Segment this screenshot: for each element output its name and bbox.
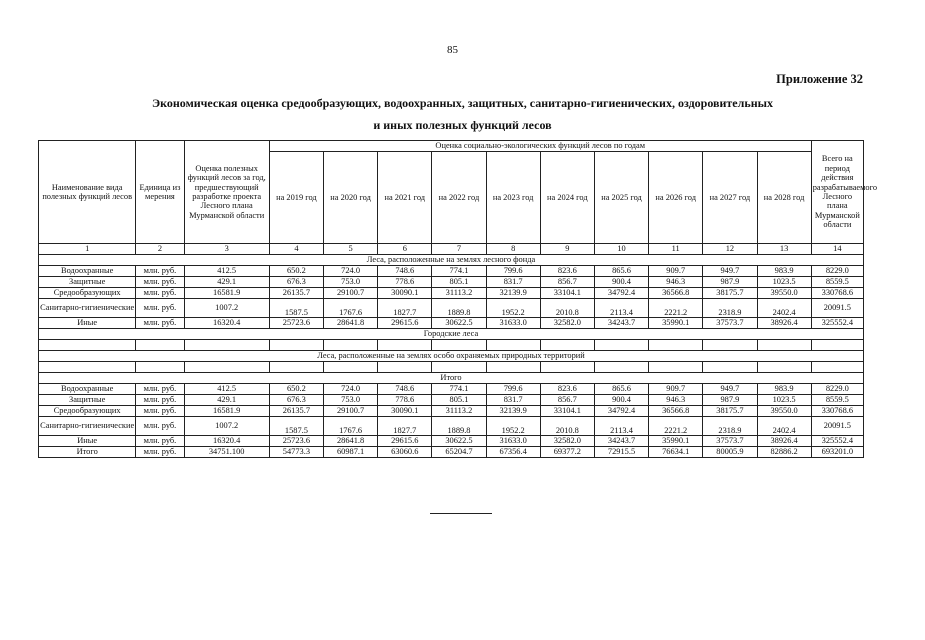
value-cell: 831.7 [486,277,540,288]
row-name: Водоохранные [39,384,136,395]
value-cell: 676.3 [269,277,323,288]
value-cell: 35990.1 [649,318,703,329]
row-unit: млн. руб. [136,266,184,277]
value-cell: 2113.4 [594,417,648,436]
value-cell: 330768.6 [811,288,863,299]
row-unit: млн. руб. [136,277,184,288]
value-cell: 900.4 [594,395,648,406]
row-name: Средообразующих [39,406,136,417]
empty-cell [594,340,648,351]
value-cell: 676.3 [269,395,323,406]
value-cell: 1952.2 [486,417,540,436]
header-year: на 2024 год [540,152,594,244]
value-cell: 38926.4 [757,436,811,447]
value-cell: 60987.1 [324,447,378,458]
column-number: 9 [540,244,594,255]
column-number: 11 [649,244,703,255]
value-cell: 30622.5 [432,318,486,329]
document-title-line-1: Экономическая оценка средообразующих, водоохранных, защитных, санитарно-гигиенических, оздоровительных [151,96,773,110]
value-cell: 37573.7 [703,318,757,329]
header-year: на 2020 год [324,152,378,244]
value-cell: 330768.6 [811,406,863,417]
empty-cell [649,362,703,373]
header-year: на 2027 год [703,152,757,244]
value-cell: 1952.2 [486,299,540,318]
empty-cell [378,362,432,373]
value-cell: 909.7 [649,266,703,277]
value-cell: 38175.7 [703,406,757,417]
row-name: Итого [39,447,136,458]
column-number: 12 [703,244,757,255]
value-cell: 36566.8 [649,406,703,417]
value-cell: 2113.4 [594,299,648,318]
column-number: 3 [184,244,269,255]
empty-cell [757,362,811,373]
row-name: Водоохранные [39,266,136,277]
column-number: 2 [136,244,184,255]
value-cell: 987.9 [703,277,757,288]
value-cell: 987.9 [703,395,757,406]
column-number: 7 [432,244,486,255]
section-title: Леса, расположенные на землях лесного фонда [39,255,864,266]
value-cell: 909.7 [649,384,703,395]
value-cell: 54773.3 [269,447,323,458]
column-number: 4 [269,244,323,255]
value-cell: 28641.8 [324,318,378,329]
column-numbers-row [39,244,864,255]
value-cell: 16581.9 [184,406,269,417]
value-cell: 26135.7 [269,406,323,417]
value-cell: 2318.9 [703,299,757,318]
section-header-row [39,351,864,362]
table-row [39,395,864,406]
value-cell: 39550.0 [757,288,811,299]
section-header-row [39,255,864,266]
value-cell: 34243.7 [594,318,648,329]
header-plan-estimate: Оценка полезных функций лесов за год, предшествующий разработке проекта Лесного плана Мурманской области [184,141,269,244]
row-unit: млн. руб. [136,299,184,318]
value-cell: 650.2 [269,266,323,277]
value-cell: 412.5 [184,266,269,277]
empty-cell [269,340,323,351]
table-row [39,299,864,318]
value-cell: 29615.6 [378,436,432,447]
value-cell: 2221.2 [649,299,703,318]
column-number: 14 [811,244,863,255]
value-cell: 753.0 [324,395,378,406]
value-cell: 946.3 [649,395,703,406]
value-cell: 38175.7 [703,288,757,299]
value-cell: 34243.7 [594,436,648,447]
empty-cell [486,340,540,351]
value-cell: 34792.4 [594,288,648,299]
value-cell: 774.1 [432,266,486,277]
value-cell: 724.0 [324,266,378,277]
document-title-line-2: и иных полезных функций лесов [373,118,552,132]
header-name: Наименование вида полезных функций лесов [39,141,136,244]
value-cell: 1587.5 [269,299,323,318]
empty-cell [540,362,594,373]
value-cell: 949.7 [703,266,757,277]
header-year: на 2026 год [649,152,703,244]
value-cell: 2010.8 [540,417,594,436]
row-name: Санитарно-гигиенические [39,417,136,436]
value-cell: 37573.7 [703,436,757,447]
value-cell: 774.1 [432,384,486,395]
table-row [39,436,864,447]
row-unit: млн. руб. [136,417,184,436]
row-unit: млн. руб. [136,318,184,329]
empty-cell [136,362,184,373]
value-cell: 31633.0 [486,318,540,329]
value-cell: 865.6 [594,266,648,277]
header-year: на 2022 год [432,152,486,244]
header-year: на 2025 год [594,152,648,244]
value-cell: 32139.9 [486,406,540,417]
value-cell: 39550.0 [757,406,811,417]
row-name: Иные [39,436,136,447]
row-unit: млн. руб. [136,384,184,395]
value-cell: 429.1 [184,277,269,288]
empty-row [39,340,864,351]
empty-cell [757,340,811,351]
value-cell: 1023.5 [757,277,811,288]
empty-cell [540,340,594,351]
value-cell: 1767.6 [324,417,378,436]
table-row [39,406,864,417]
value-cell: 823.6 [540,266,594,277]
value-cell: 20091.5 [811,299,863,318]
column-number: 6 [378,244,432,255]
empty-cell [649,340,703,351]
value-cell: 650.2 [269,384,323,395]
header-year: на 2021 год [378,152,432,244]
value-cell: 412.5 [184,384,269,395]
column-number: 10 [594,244,648,255]
header-unit: Единица измерения [136,141,184,244]
value-cell: 900.4 [594,277,648,288]
empty-cell [703,340,757,351]
value-cell: 33104.1 [540,406,594,417]
row-name: Защитные [39,395,136,406]
value-cell: 26135.7 [269,288,323,299]
value-cell: 30622.5 [432,436,486,447]
value-cell: 778.6 [378,395,432,406]
value-cell: 32582.0 [540,318,594,329]
header-year: на 2023 год [486,152,540,244]
table-row [39,277,864,288]
empty-cell [703,362,757,373]
value-cell: 29615.6 [378,318,432,329]
value-cell: 831.7 [486,395,540,406]
value-cell: 778.6 [378,277,432,288]
table-row [39,266,864,277]
empty-cell [269,362,323,373]
section-header-row [39,329,864,340]
value-cell: 16320.4 [184,436,269,447]
value-cell: 34792.4 [594,406,648,417]
value-cell: 34751.100 [184,447,269,458]
empty-cell [432,340,486,351]
value-cell: 2402.4 [757,299,811,318]
value-cell: 82886.2 [757,447,811,458]
empty-cell [324,340,378,351]
value-cell: 65204.7 [432,447,486,458]
row-unit: млн. руб. [136,436,184,447]
value-cell: 35990.1 [649,436,703,447]
empty-cell [432,362,486,373]
value-cell: 38926.4 [757,318,811,329]
row-name: Иные [39,318,136,329]
value-cell: 29100.7 [324,288,378,299]
value-cell: 33104.1 [540,288,594,299]
empty-cell [136,340,184,351]
empty-row [39,362,864,373]
value-cell: 8559.5 [811,395,863,406]
value-cell: 8229.0 [811,266,863,277]
page-number: 85 [447,44,458,56]
column-number: 8 [486,244,540,255]
row-unit: млн. руб. [136,288,184,299]
section-title: Леса, расположенные на землях особо охраняемых природных территорий [39,351,864,362]
value-cell: 799.6 [486,384,540,395]
value-cell: 1023.5 [757,395,811,406]
value-cell: 28641.8 [324,436,378,447]
value-cell: 946.3 [649,277,703,288]
table-row [39,318,864,329]
value-cell: 856.7 [540,277,594,288]
value-cell: 16320.4 [184,318,269,329]
value-cell: 2402.4 [757,417,811,436]
column-number: 5 [324,244,378,255]
value-cell: 799.6 [486,266,540,277]
value-cell: 1827.7 [378,299,432,318]
value-cell: 36566.8 [649,288,703,299]
value-cell: 31113.2 [432,406,486,417]
column-number: 1 [39,244,136,255]
value-cell: 1889.8 [432,417,486,436]
value-cell: 693201.0 [811,447,863,458]
value-cell: 30090.1 [378,288,432,299]
row-unit: млн. руб. [136,447,184,458]
value-cell: 69377.2 [540,447,594,458]
row-unit: млн. руб. [136,395,184,406]
header-years-group: Оценка социально-экологических функций лесов по годам [269,141,811,152]
value-cell: 16581.9 [184,288,269,299]
value-cell: 1827.7 [378,417,432,436]
row-name: Защитные [39,277,136,288]
forest-functions-table [38,140,878,458]
value-cell: 80005.9 [703,447,757,458]
empty-cell [184,340,269,351]
value-cell: 2318.9 [703,417,757,436]
empty-cell [811,362,863,373]
value-cell: 805.1 [432,277,486,288]
value-cell: 67356.4 [486,447,540,458]
value-cell: 1007.2 [184,417,269,436]
value-cell: 823.6 [540,384,594,395]
empty-cell [594,362,648,373]
value-cell: 2010.8 [540,299,594,318]
value-cell: 983.9 [757,266,811,277]
value-cell: 753.0 [324,277,378,288]
value-cell: 748.6 [378,384,432,395]
value-cell: 30090.1 [378,406,432,417]
value-cell: 1889.8 [432,299,486,318]
value-cell: 865.6 [594,384,648,395]
table-row [39,384,864,395]
value-cell: 25723.6 [269,436,323,447]
section-header-row [39,373,864,384]
value-cell: 429.1 [184,395,269,406]
empty-cell [324,362,378,373]
value-cell: 724.0 [324,384,378,395]
empty-cell [39,340,136,351]
footer-rule [430,513,492,514]
header-year: на 2019 год [269,152,323,244]
value-cell: 2221.2 [649,417,703,436]
row-name: Средообразующих [39,288,136,299]
value-cell: 31113.2 [432,288,486,299]
empty-cell [811,340,863,351]
value-cell: 1767.6 [324,299,378,318]
row-name: Санитарно-гигиенические [39,299,136,318]
empty-cell [378,340,432,351]
empty-cell [184,362,269,373]
value-cell: 856.7 [540,395,594,406]
value-cell: 20091.5 [811,417,863,436]
section-title: Итого [39,373,864,384]
value-cell: 325552.4 [811,436,863,447]
value-cell: 1007.2 [184,299,269,318]
header-group-row [39,141,864,152]
value-cell: 8559.5 [811,277,863,288]
value-cell: 32582.0 [540,436,594,447]
value-cell: 949.7 [703,384,757,395]
value-cell: 72915.5 [594,447,648,458]
value-cell: 805.1 [432,395,486,406]
value-cell: 748.6 [378,266,432,277]
header-total: Всего на период действия разрабатываемого Лесного плана Мурманской области [811,141,863,244]
value-cell: 76634.1 [649,447,703,458]
value-cell: 1587.5 [269,417,323,436]
value-cell: 25723.6 [269,318,323,329]
value-cell: 31633.0 [486,436,540,447]
value-cell: 63060.6 [378,447,432,458]
table-row [39,417,864,436]
value-cell: 325552.4 [811,318,863,329]
table-row [39,288,864,299]
appendix-label: Приложение 32 [776,72,863,86]
value-cell: 8229.0 [811,384,863,395]
value-cell: 983.9 [757,384,811,395]
header-year: на 2028 год [757,152,811,244]
empty-cell [39,362,136,373]
column-number: 13 [757,244,811,255]
value-cell: 29100.7 [324,406,378,417]
empty-cell [486,362,540,373]
section-title: Городские леса [39,329,864,340]
table-row [39,447,864,458]
value-cell: 32139.9 [486,288,540,299]
row-unit: млн. руб. [136,406,184,417]
